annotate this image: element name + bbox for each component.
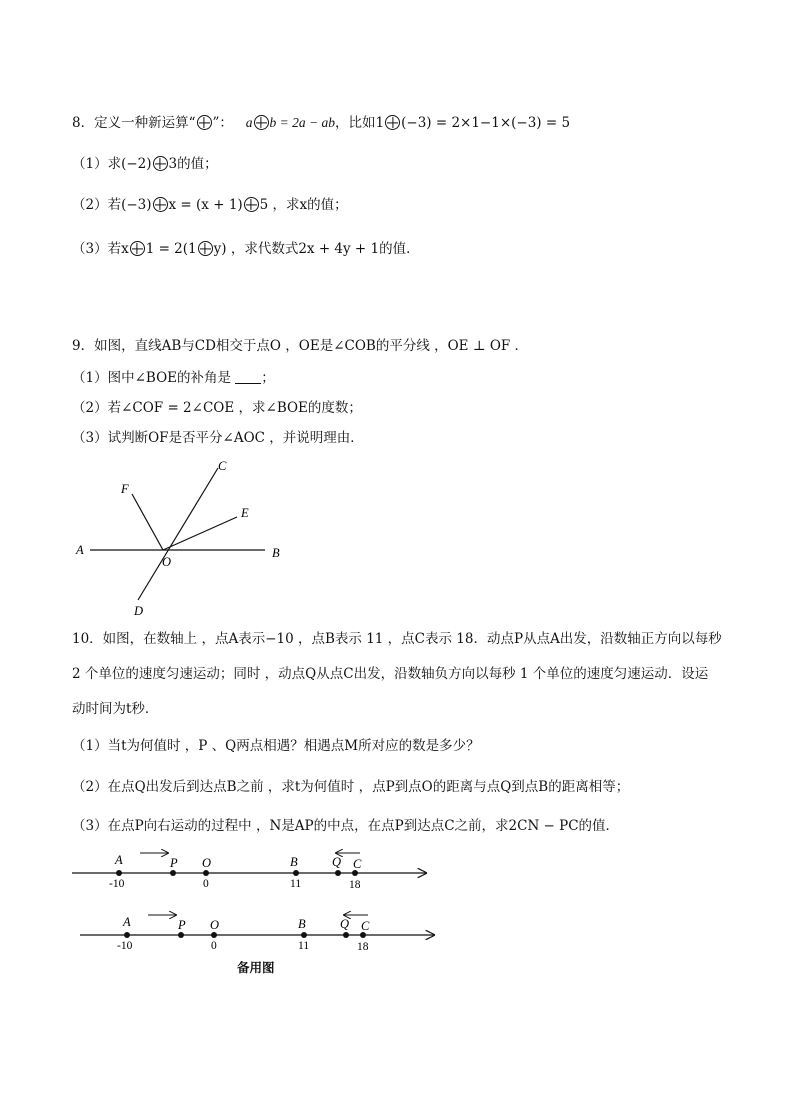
line-cd <box>138 468 218 600</box>
q8-def-a: a <box>245 115 253 130</box>
point-p <box>170 870 176 876</box>
q9-sub1-post: ； <box>261 370 275 386</box>
value-a: -10 <box>109 878 125 890</box>
label-a: A <box>123 915 131 929</box>
label-b: B <box>290 855 298 869</box>
label-e: E <box>241 506 249 520</box>
point-p <box>178 932 184 938</box>
q9-sub3: （3）试判断OF是否平分∠AOC ，并说明理由． <box>72 430 364 446</box>
q10-line3: 动时间为t秒． <box>72 701 159 717</box>
label-c: C <box>218 459 227 473</box>
q8-sub3-pre: （3）若x <box>72 241 129 257</box>
q8-intro-end: ”： <box>212 115 233 131</box>
q10-sub3: （3）在点P向右运动的过程中 ，N是AP的中点，在点P到达点C之前，求2CN − PC的值． <box>72 818 620 834</box>
ray-of <box>132 494 163 550</box>
label-q: Q <box>340 917 350 931</box>
label-b: B <box>298 917 306 931</box>
q10-sub1: （1）当t为何值时 ，P 、Q两点相遇？相遇点M所对应的数是多少？ <box>72 738 480 754</box>
q10-sub2: （2）在点Q出发后到达点B之前 ，求t为何值时 ，点P到点O的距离与点Q到点B的距离相等； <box>72 779 630 795</box>
value-c: 18 <box>357 941 369 953</box>
value-o: 0 <box>211 940 217 952</box>
point-q <box>335 870 341 876</box>
point-b <box>293 870 299 876</box>
label-p: P <box>178 918 186 932</box>
label-o: O <box>162 555 172 569</box>
number-line-figures <box>0 840 790 960</box>
q8-example-rest: (−3) = 2×1−1×(−3) = 5 <box>401 115 571 131</box>
point-a <box>124 932 130 938</box>
number-line-main <box>72 853 426 891</box>
point-a <box>116 870 122 876</box>
value-c: 18 <box>349 879 361 891</box>
point-o <box>203 870 209 876</box>
ray-oe <box>163 517 237 550</box>
label-d: D <box>134 604 144 618</box>
value-o: 0 <box>203 878 209 890</box>
q8-sub1-pre: （1）求(−2) <box>72 156 152 172</box>
number-line-backup <box>80 915 434 953</box>
q8-sub2-post: 5 ，求x的值； <box>259 197 348 213</box>
point-b <box>301 932 307 938</box>
label-a: A <box>115 853 123 867</box>
label-q: Q <box>332 855 342 869</box>
q8-def-eq: b = 2a − ab <box>269 115 336 130</box>
backup-figure-caption: 备用图 <box>237 960 275 975</box>
q9-stem: 9．如图，直线AB与CD相交于点O ，OE是∠COB的平分线 ，OE ⊥ OF ． <box>72 338 529 354</box>
q8-sub1-post: 3的值； <box>168 156 218 172</box>
q10-line1: 10．如图，在数轴上 ，点A表示−10 ，点B表示 11 ，点C表示 18．动点P从点A出发，沿数轴正方向以每秒 <box>72 631 722 647</box>
point-o <box>211 932 217 938</box>
point-q <box>343 932 349 938</box>
value-b: 11 <box>298 940 310 952</box>
label-c: C <box>361 919 370 933</box>
label-p: P <box>170 856 178 870</box>
q9-sub2: （2）若∠COF = 2∠COE ，求∠BOE的度数； <box>72 400 362 416</box>
q8-sub2-pre: （2）若(−3) <box>72 197 152 213</box>
q8-sub2-mid: x = (x + 1) <box>168 197 243 213</box>
q8-sub3-mid: 1 = 2(1 <box>145 241 197 257</box>
label-c: C <box>353 857 362 871</box>
label-a: A <box>76 543 84 557</box>
q8-intro: 定义一种新运算“ <box>94 115 196 131</box>
q10-line2: 2 个单位的速度匀速运动；同时 ，动点Q从点C出发，沿数轴负方向以每秒 1 个单位的速度匀速运动．设运 <box>72 666 709 682</box>
label-b: B <box>272 546 280 560</box>
q8-sub3-post: y) ，求代数式2x + 4y + 1的值． <box>213 241 420 257</box>
q8-example-prefix: ，比如1 <box>335 115 385 131</box>
label-o: O <box>202 856 212 870</box>
label-o: O <box>210 918 220 932</box>
label-f: F <box>121 482 129 496</box>
value-a: -10 <box>117 940 133 952</box>
q8-number: 8． <box>72 115 95 131</box>
q9-sub1-pre: （1）图中∠BOE的补角是 <box>72 370 236 386</box>
value-b: 11 <box>290 878 302 890</box>
